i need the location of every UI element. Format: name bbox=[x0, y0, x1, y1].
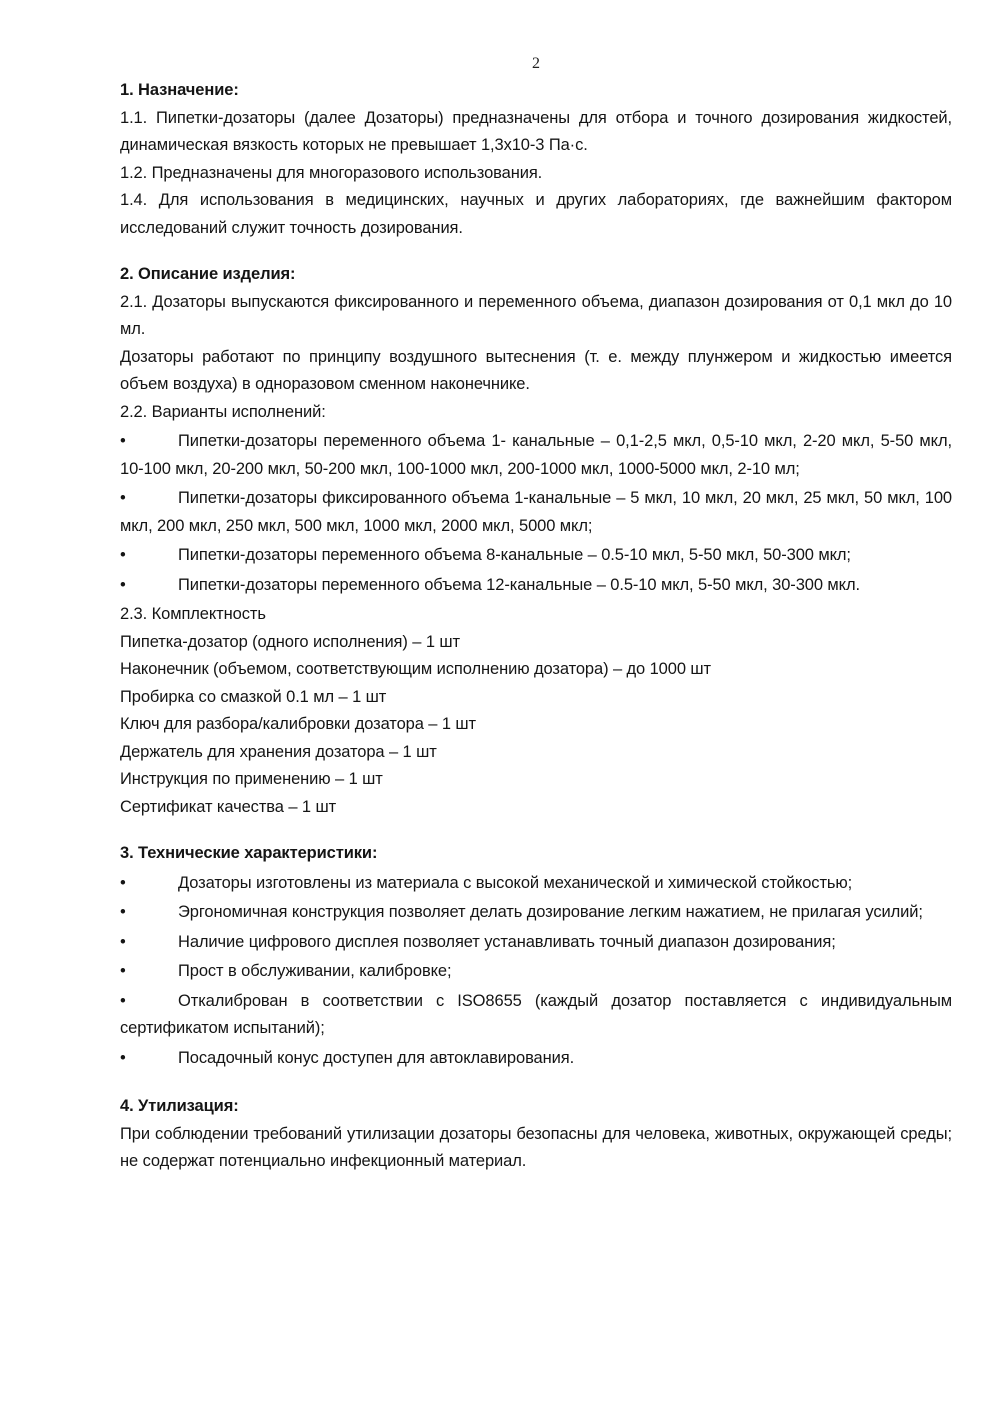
section-heading: 2. Описание изделия: bbox=[120, 265, 296, 283]
bullet-text: Эргономичная конструкция позволяет делать дозирование легким нажатием, не прилагая усилий; bbox=[178, 903, 923, 921]
paragraph: 1.2. Предназначены для многоразового использования. bbox=[120, 163, 543, 182]
paragraph: Наконечник (объемом, соответствующим исполнению дозатора) – до 1000 шт bbox=[120, 660, 711, 678]
bullet-item bbox=[120, 899, 952, 927]
bullet-text: Откалиброван в соответствии с ISO8655 (каждый дозатор поставляется с индивидуальным сертификатом испытаний); bbox=[120, 991, 952, 1037]
section-heading: 1. Назначение: bbox=[120, 81, 239, 99]
bullet-icon: • bbox=[120, 903, 126, 921]
bullet-item bbox=[120, 870, 952, 898]
paragraph: Пипетка-дозатор (одного исполнения) – 1 шт bbox=[120, 632, 460, 651]
bullet-text: Пипетки-дозаторы переменного объема 8-канальные – 0.5-10 мкл, 5-50 мкл, 50-300 мкл; bbox=[178, 546, 851, 564]
bullet-icon: • bbox=[120, 575, 126, 594]
section-gap bbox=[120, 242, 952, 261]
paragraph: 1.1. Пипетки-дозаторы (далее Дозаторы) предназначены для отбора и точного дозирования жидкостей, динамическая вязкость которых не превышает 1,3х10-3 Па·с. bbox=[120, 108, 952, 154]
bullet-item bbox=[120, 958, 952, 986]
bullet-text: Посадочный конус доступен для автоклавирования. bbox=[178, 1048, 575, 1067]
paragraph: Держатель для хранения дозатора – 1 шт bbox=[120, 742, 437, 761]
bullet-text: Дозаторы изготовлены из материала с высокой механической и химической стойкостью; bbox=[178, 873, 853, 892]
bullet-item bbox=[120, 572, 952, 600]
bullet-icon: • bbox=[120, 546, 126, 564]
bullet-icon: • bbox=[120, 1048, 126, 1067]
bullet-text: Наличие цифрового дисплея позволяет устанавливать точный диапазон дозирования; bbox=[178, 932, 836, 951]
paragraph: Ключ для разбора/калибровки дозатора – 1 шт bbox=[120, 715, 477, 733]
bullet-text: Прост в обслуживании, калибровке; bbox=[178, 962, 452, 980]
document-content bbox=[120, 50, 952, 1176]
paragraph: 2.1. Дозаторы выпускаются фиксированного и переменного объема, диапазон дозирования от 0,1 мкл до 10 мл. bbox=[120, 292, 952, 338]
bullet-icon: • bbox=[120, 873, 126, 892]
bullet-icon: • bbox=[120, 932, 126, 951]
bullet-icon: • bbox=[120, 489, 126, 507]
section-heading: 4. Утилизация: bbox=[120, 1097, 239, 1115]
paragraph: 1.4. Для использования в медицинских, научных и других лабораториях, где важнейшим фактором исследований служит точность дозирования. bbox=[120, 191, 952, 237]
bullet-text: Пипетки-дозаторы переменного объема 1- канальные – 0,1-2,5 мкл, 0,5-10 мкл, 2-20 мкл, 5-50 мкл, 10-100 мкл, 20-200 мкл, 50-200 мкл, 100-1000 мкл, 200-1000 мкл, 1000-5000 мкл, 2-10 мл; bbox=[120, 432, 952, 478]
section-heading: 3. Технические характеристики: bbox=[120, 844, 378, 862]
section-gap bbox=[120, 821, 952, 840]
paragraph: При соблюдении требований утилизации дозаторы безопасны для человека, животных, окружающей среды; не содержат потенциально инфекционный материал. bbox=[120, 1124, 952, 1170]
bullet-text: Пипетки-дозаторы переменного объема 12-канальные – 0.5-10 мкл, 5-50 мкл, 30-300 мкл. bbox=[178, 575, 860, 594]
bullet-item bbox=[120, 988, 952, 1043]
bullet-icon: • bbox=[120, 432, 126, 450]
bullet-text: Пипетки-дозаторы фиксированного объема 1-канальные – 5 мкл, 10 мкл, 20 мкл, 25 мкл, 50 мкл, 100 мкл, 200 мкл, 250 мкл, 500 мкл, 1000 мкл, 2000 мкл, 5000 мкл; bbox=[120, 489, 952, 535]
section-gap bbox=[120, 1074, 952, 1093]
paragraph: Сертификат качества – 1 шт bbox=[120, 797, 337, 816]
page-number: 2 bbox=[532, 55, 540, 72]
paragraph: 2.3. Комплектность bbox=[120, 605, 266, 623]
bullet-item bbox=[120, 542, 952, 570]
paragraph: Инструкция по применению – 1 шт bbox=[120, 770, 383, 788]
bullet-icon: • bbox=[120, 991, 126, 1010]
bullet-item bbox=[120, 929, 952, 957]
bullet-item bbox=[120, 428, 952, 483]
bullet-item bbox=[120, 485, 952, 540]
paragraph: Дозаторы работают по принципу воздушного вытеснения (т. е. между плунжером и жидкостью имеется объем воздуха) в одноразовом сменном наконечнике. bbox=[120, 347, 952, 393]
paragraph: 2.2. Варианты исполнений: bbox=[120, 402, 326, 421]
bullet-icon: • bbox=[120, 962, 126, 980]
bullet-item bbox=[120, 1045, 952, 1073]
paragraph: Пробирка со смазкой 0.1 мл – 1 шт bbox=[120, 687, 387, 706]
